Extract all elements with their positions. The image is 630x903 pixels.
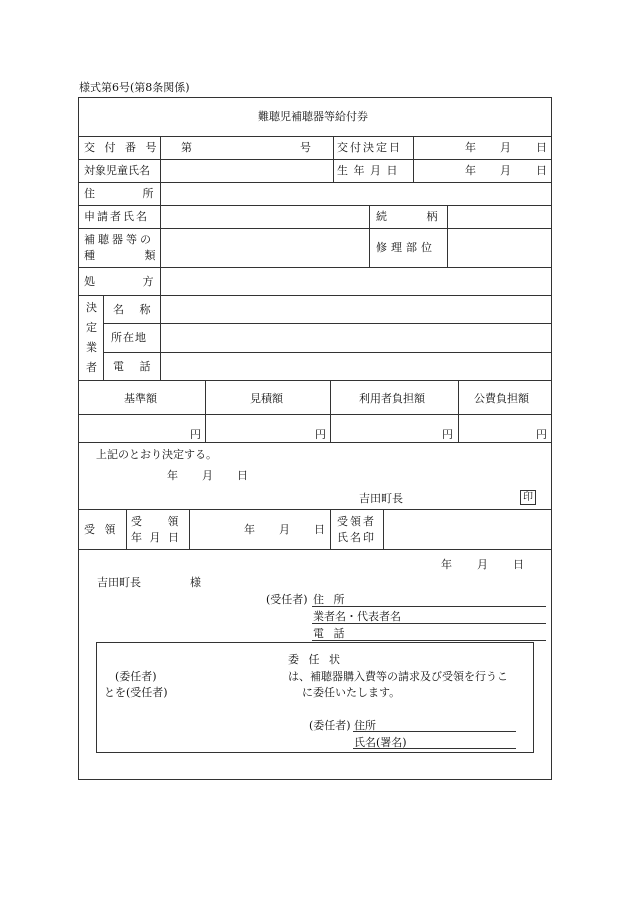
yen-unit: 円	[536, 428, 547, 441]
col-line	[333, 136, 334, 182]
col-line	[413, 136, 414, 182]
delegatee-prefix: (受任者)	[266, 593, 308, 606]
vendor-phone-label: 電 話	[113, 360, 151, 373]
yen-unit: 円	[442, 428, 453, 441]
delegatee-phone-label: 電 話	[313, 627, 345, 640]
delegatee-address-line[interactable]	[312, 606, 546, 607]
delegation-month: 月	[477, 558, 488, 571]
receipt-date-label-2: 年 月 日	[131, 531, 179, 544]
prescription-label: 処 方	[84, 275, 154, 288]
receipt-label: 受 領	[84, 523, 116, 536]
decision-mayor: 吉田町長	[359, 492, 403, 505]
birth-date-year: 年	[465, 164, 476, 177]
birth-date-day: 日	[536, 164, 547, 177]
row-line	[103, 323, 552, 324]
delegation-sama: 様	[190, 576, 201, 589]
sign-address-label: 住所	[354, 719, 376, 732]
issue-number-suffix: 号	[300, 141, 311, 154]
col-line	[205, 380, 206, 442]
form-title: 難聴児補聴器等給付券	[258, 110, 368, 123]
col-line	[126, 509, 127, 549]
row-line	[78, 414, 552, 415]
vendor-location-label: 所在地	[111, 331, 147, 344]
yen-unit: 円	[190, 428, 201, 441]
yen-unit: 円	[315, 428, 326, 441]
vendor-group-char-4: 者	[86, 361, 97, 374]
receipt-month: 月	[279, 523, 290, 536]
amount-header-standard: 基準額	[124, 392, 157, 405]
delegation-year: 年	[441, 558, 452, 571]
vendor-group-char-3: 業	[86, 341, 97, 354]
delegation-body-1: は、補聴器購入費等の請求及び受領を行うこ	[288, 670, 508, 683]
delegator-left: (委任者)	[115, 670, 157, 683]
amount-header-estimate: 見積額	[250, 392, 283, 405]
receipt-year: 年	[244, 523, 255, 536]
decision-date-year: 年	[465, 141, 476, 154]
vendor-group-char-1: 決	[86, 301, 97, 314]
decision-day: 日	[237, 469, 248, 482]
receipt-date-label: 受 領	[131, 515, 179, 528]
form-label: 様式第6号(第8条関係)	[79, 81, 190, 94]
sign-name-label: 氏名(署名)	[354, 736, 407, 749]
receipt-day: 日	[314, 523, 325, 536]
delegatee-phone-line[interactable]	[312, 640, 546, 641]
sign-address-line[interactable]	[353, 731, 516, 732]
col-line	[458, 380, 459, 442]
row-line	[78, 380, 552, 381]
receiver-seal-label-2: 氏名印	[337, 531, 376, 544]
col-line	[189, 509, 190, 549]
delegation-title: 委 任 状	[288, 653, 340, 666]
device-type-label: 補聴器等の	[84, 233, 154, 246]
row-line	[103, 352, 552, 353]
row-line	[78, 442, 552, 443]
delegatee-company-line[interactable]	[312, 623, 546, 624]
delegation-day: 日	[513, 558, 524, 571]
row-line	[78, 295, 552, 296]
applicant-label: 申請者氏名	[84, 210, 149, 223]
sign-prefix: (委任者)	[309, 719, 351, 732]
birth-date-month: 月	[500, 164, 511, 177]
decision-month: 月	[202, 469, 213, 482]
seal-mark: 印	[520, 490, 536, 505]
vendor-name-label: 名 称	[113, 303, 151, 316]
row-line	[78, 159, 552, 160]
birth-date-label: 生 年 月 日	[337, 164, 399, 177]
row-line	[78, 182, 552, 183]
row-line	[78, 205, 552, 206]
col-line	[369, 205, 370, 267]
decision-year: 年	[167, 469, 178, 482]
delegatee-company-label: 業者名・代表者名	[313, 610, 401, 623]
decision-date-day: 日	[536, 141, 547, 154]
row-line	[78, 228, 552, 229]
sign-name-line[interactable]	[353, 748, 516, 749]
delegatee-address-label: 住 所	[313, 593, 345, 606]
col-line	[330, 380, 331, 442]
issue-number-prefix: 第	[181, 141, 192, 154]
device-type-label-2: 種 類	[84, 249, 156, 262]
child-name-label: 対象児童氏名	[84, 164, 150, 177]
decision-date-month: 月	[500, 141, 511, 154]
relation-label: 続 柄	[376, 210, 438, 223]
delegatee-left: とを(受任者)	[104, 686, 168, 699]
repair-part-label: 修理部位	[376, 241, 436, 254]
row-line	[78, 509, 552, 510]
col-line	[160, 136, 161, 380]
col-line	[103, 295, 104, 380]
receiver-seal-label: 受領者	[337, 515, 376, 528]
col-line	[383, 509, 384, 549]
row-line	[78, 136, 552, 137]
amount-header-public-burden: 公費負担額	[474, 392, 529, 405]
col-line	[330, 509, 331, 549]
amount-header-user-burden: 利用者負担額	[359, 392, 425, 405]
decision-date-label: 交付決定日	[337, 141, 402, 154]
row-line	[78, 267, 552, 268]
delegation-body-2: に委任いたします。	[302, 686, 401, 699]
delegation-addressee: 吉田町長	[97, 576, 141, 589]
decision-text: 上記のとおり決定する。	[96, 448, 217, 461]
row-line	[78, 549, 552, 550]
vendor-group-char-2: 定	[86, 321, 97, 334]
issue-number-label: 交 付 番 号	[84, 141, 160, 154]
address-label: 住 所	[84, 187, 154, 200]
col-line	[447, 205, 448, 267]
